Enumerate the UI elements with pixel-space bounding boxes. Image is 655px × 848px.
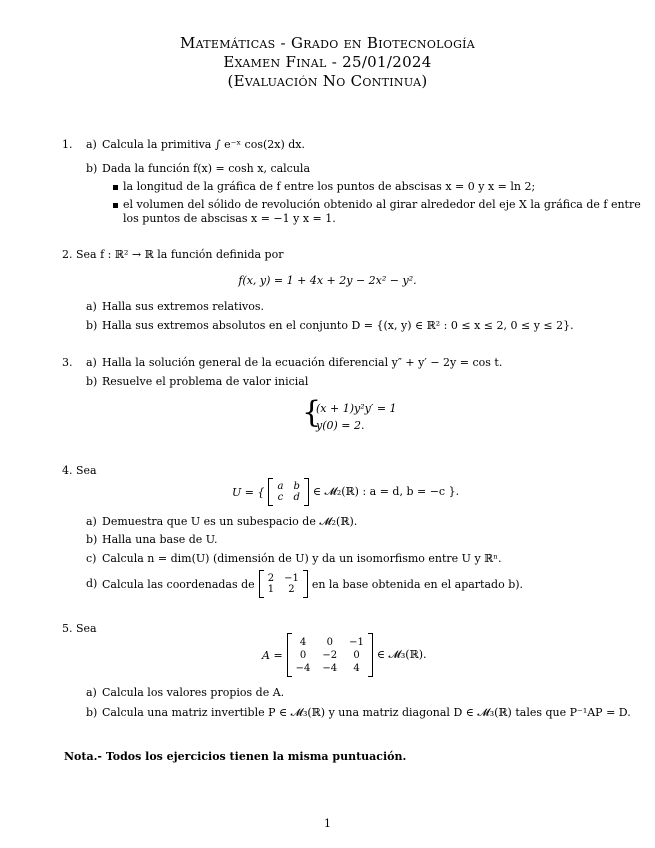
q4-b-label: b) [86, 533, 98, 546]
q4-set-rhs: ∈ 𝓜₂(ℝ) : a = d, b = −c }. [312, 485, 460, 498]
q4-set-matrix [277, 481, 299, 503]
q4-b-text: Halla una base de U. [102, 533, 218, 546]
matrix-entry: −4 [322, 662, 338, 674]
q2-a-label: a) [86, 300, 97, 313]
matrix-entry: −1 [349, 636, 364, 648]
matrix-bracket-left [259, 570, 264, 598]
q2-formula: f(x, y) = 1 + 4x + 2y − 2x² − y². [238, 274, 417, 287]
q4-d-pre: Calcula las coordenadas de [102, 577, 255, 591]
q3-a-text: Halla la solución general de la ecuación diferencial y″ + y′ − 2y = cos t. [102, 356, 503, 369]
q1-b-text: Dada la función f(x) = cosh x, calcula [102, 162, 311, 175]
bullet-marker [113, 203, 118, 208]
matrix-entry: 2 [288, 584, 295, 595]
exam-title: Matemáticas - Grado en Biotecnología [179, 34, 476, 52]
q1-b-label: b) [86, 162, 98, 175]
q1-a-label: a) [86, 138, 97, 151]
q3-system-eq2: y(0) = 2. [316, 419, 365, 432]
q5-lhs: A = [262, 648, 283, 662]
q3-number: 3. [62, 356, 73, 369]
system-brace: { [302, 395, 322, 430]
q4-intro: 4. Sea [62, 464, 97, 477]
matrix-bracket-right [303, 570, 308, 598]
q1-bullet-2a: el volumen del sólido de revolución obtenido al girar alrededor del eje X la gráfica de f entre [123, 198, 641, 211]
matrix-entry: 4 [299, 636, 307, 648]
exam-modality: (Evaluación No Continua) [227, 72, 428, 90]
matrix-entry: c [277, 492, 284, 503]
q2-b-text: Halla sus extremos absolutos en el conjunto D = {(x, y) ∈ ℝ² : 0 ≤ x ≤ 2, 0 ≤ y ≤ 2}. [102, 319, 574, 332]
matrix-bracket-left [268, 478, 273, 506]
q4-d-label: d) [86, 577, 98, 590]
q3-b-text: Resuelve el problema de valor inicial [102, 375, 309, 388]
matrix-entry: −4 [295, 662, 311, 674]
q4-set-lhs: U = { [232, 485, 265, 499]
q5-matrix-definition [262, 633, 427, 677]
q3-system-eq1: (x + 1)y²y′ = 1 [316, 402, 397, 415]
q1-bullet-1: la longitud de la gráfica de f entre los puntos de abscisas x = 0 y x = ln 2; [123, 180, 536, 193]
q5-a-text: Calcula los valores propios de A. [102, 686, 285, 699]
q5-rhs: ∈ 𝓜₃(ℝ). [376, 648, 427, 661]
q4-d-question [102, 570, 523, 598]
q5-a-label: a) [86, 686, 97, 699]
q4-a-text: Demuestra que U es un subespacio de 𝓜₂(ℝ). [102, 515, 358, 528]
q4-c-text: Calcula n = dim(U) (dimensión de U) y da un isomorfismo entre U y ℝⁿ. [102, 552, 502, 565]
q4-a-label: a) [86, 515, 97, 528]
grading-note: Nota.- Todos los ejercicios tienen la misma puntuación. [64, 750, 407, 763]
page-number: 1 [324, 817, 331, 830]
q4-set-definition [232, 478, 459, 506]
q2-a-text: Halla sus extremos relativos. [102, 300, 264, 313]
q4-d-matrix [268, 573, 299, 595]
matrix-entry: 0 [326, 636, 333, 648]
bullet-marker [113, 185, 118, 190]
matrix-entry: d [293, 492, 300, 503]
q3-a-label: a) [86, 356, 97, 369]
q5-matrix [296, 637, 364, 674]
q4-c-label: c) [86, 552, 97, 565]
matrix-entry: −1 [284, 573, 299, 584]
matrix-entry: 1 [267, 584, 275, 595]
q5-b-text: Calcula una matriz invertible P ∈ 𝓜₃(ℝ) y una matriz diagonal D ∈ 𝓜₃(ℝ) tales que P⁻¹AP = D. [102, 706, 631, 719]
matrix-bracket-right [368, 633, 373, 677]
matrix-entry: −2 [322, 649, 338, 661]
matrix-bracket-right [304, 478, 309, 506]
q2-b-label: b) [86, 319, 98, 332]
matrix-entry: 0 [353, 649, 360, 661]
matrix-entry: 0 [299, 649, 307, 661]
matrix-entry: 4 [353, 662, 360, 674]
q3-b-label: b) [86, 375, 98, 388]
exam-subtitle: Examen Final - 25/01/2024 [223, 53, 432, 71]
q4-d-post: en la base obtenida en el apartado b). [311, 577, 524, 591]
matrix-entry: a [277, 481, 284, 492]
q1-number: 1. [62, 138, 73, 151]
q1-bullet-2b: los puntos de abscisas x = −1 y x = 1. [123, 212, 336, 225]
matrix-bracket-left [287, 633, 292, 677]
matrix-entry: 2 [267, 573, 275, 584]
matrix-entry: b [293, 481, 300, 492]
q2-intro: 2. Sea f : ℝ² → ℝ la función definida por [62, 248, 284, 261]
q1-a-text: Calcula la primitiva ∫ e⁻ˣ cos(2x) dx. [102, 138, 306, 151]
q5-intro: 5. Sea [62, 622, 97, 635]
q5-b-label: b) [86, 706, 98, 719]
